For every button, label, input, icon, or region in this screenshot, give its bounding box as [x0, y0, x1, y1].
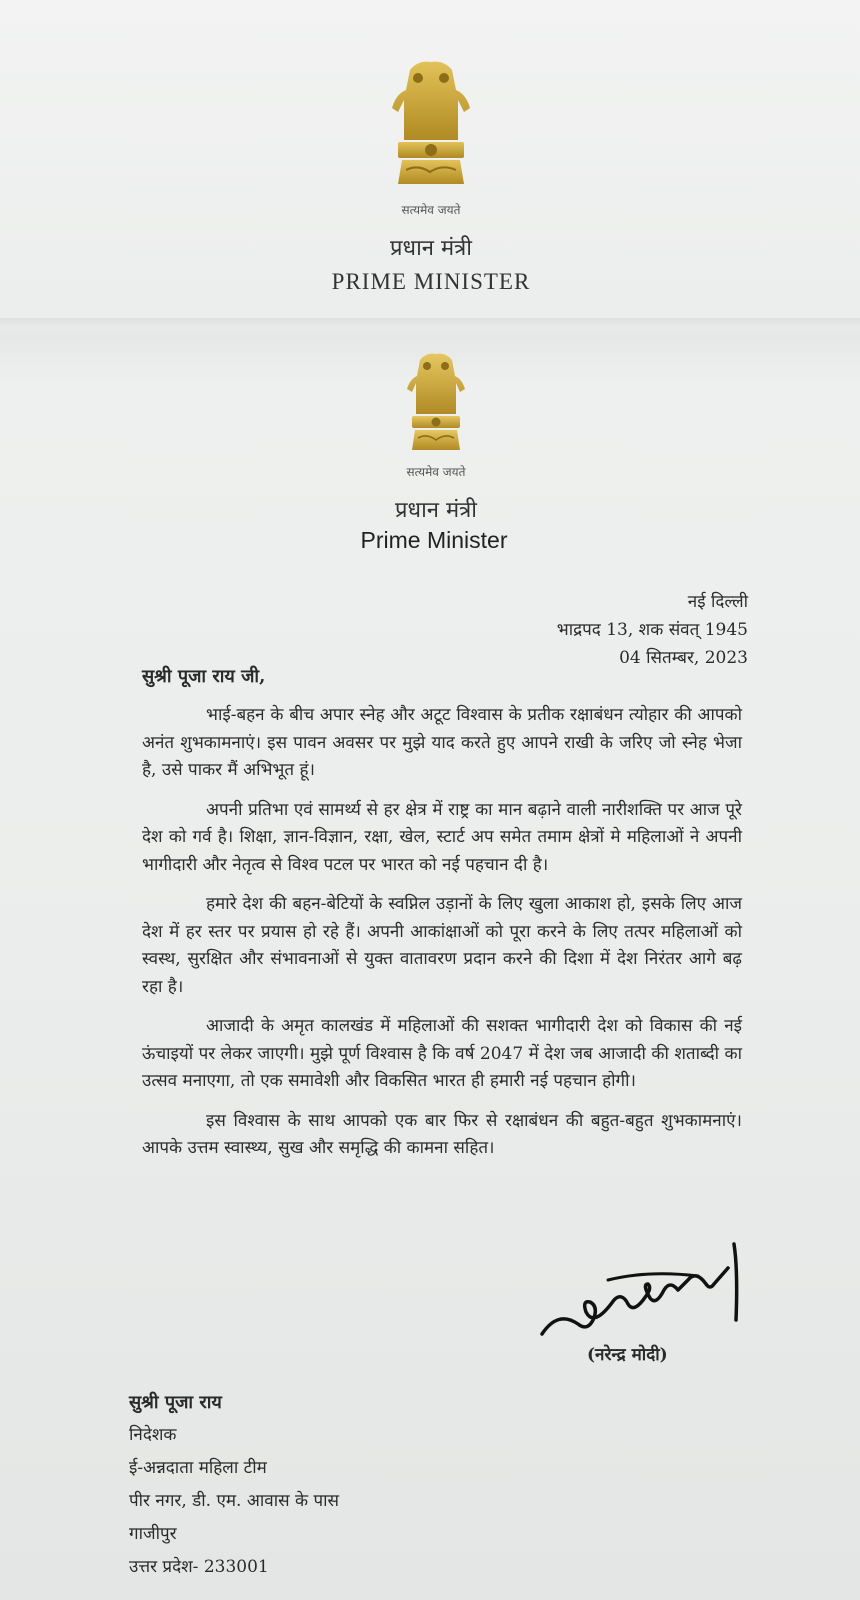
outer-motto: सत्यमेव जयते	[401, 203, 461, 217]
inner-motto: सत्यमेव जयते	[406, 465, 466, 479]
paragraph-4: आजादी के अमृत कालखंड में महिलाओं की सशक्त भागीदारी देश को विकास की नई ऊंचाइयों पर लेकर जाएगी। मुझे पूर्ण विश्वास है कि वर्ष 2047 में देश जब आजादी की शताब्दी का उत्सव मनाएगा, तो एक समावेशी और विकसित भारत ही हमारी नई पहचान होगी।	[142, 1016, 742, 1091]
handwritten-signature	[538, 1240, 758, 1344]
paper-fold	[0, 318, 860, 328]
inner-title-hindi: प्रधान मंत्री	[395, 498, 477, 523]
hindu-date: भाद्रपद 13, शक संवत् 1945	[556, 620, 748, 640]
recipient-name: सुश्री पूजा राय	[129, 1392, 222, 1413]
letter-body	[142, 702, 742, 1175]
salutation: सुश्री पूजा राय जी,	[142, 666, 266, 687]
recipient-city: गाजीपुर	[129, 1524, 177, 1544]
recipient-organization: ई-अन्नदाता महिला टीम	[129, 1458, 267, 1478]
inner-emblem-icon	[398, 352, 474, 458]
place: नई दिल्ली	[687, 592, 748, 612]
paragraph-1: भाई-बहन के बीच अपार स्नेह और अटूट विश्वास के प्रतीक रक्षाबंधन त्योहार की आपको अनंत शुभकामनाएं। इस पावन अवसर पर मुझे याद करते हुए आपने राखी के जरिए जो स्नेह भेजा है, उसे पाकर मैं अभिभूत हूं।	[142, 705, 742, 780]
recipient-street: पीर नगर, डी. एम. आवास के पास	[129, 1491, 339, 1511]
paragraph-5: इस विश्वास के साथ आपको एक बार फिर से रक्षाबंधन की बहुत-बहुत शुभकामनाएं। आपके उत्तम स्वास्थ्य, सुख और समृद्धि की कामना सहित।	[142, 1110, 742, 1158]
signatory-name: (नरेन्द्र मोदी)	[587, 1345, 668, 1365]
recipient-address	[129, 1386, 339, 1584]
recipient-state-pin: उत्तर प्रदेश- 233001	[129, 1557, 269, 1577]
outer-emblem-icon	[378, 60, 484, 196]
outer-title-hindi: प्रधान मंत्री	[390, 236, 472, 261]
recipient-designation: निदेशक	[129, 1425, 177, 1445]
inner-title-english: Prime Minister	[360, 527, 508, 553]
paragraph-3: हमारे देश की बहन-बेटियों के स्वप्निल उड़ानों के लिए खुला आकाश हो, इसके लिए आज देश में हर स्तर पर प्रयास हो रहे हैं। अपनी आकांक्षाओं को पूरा करने के लिए तत्पर महिलाओं को स्वस्थ, सुरक्षित और संभावनाओं से युक्त वातावरण प्रदान करने की दिशा में देश निरंतर आगे बढ़ रहा है।	[142, 894, 742, 997]
paragraph-2: अपनी प्रतिभा एवं सामर्थ्य से हर क्षेत्र में राष्ट्र का मान बढ़ाने वाली नारीशक्ति पर आज पूरे देश को गर्व है। शिक्षा, ज्ञान-विज्ञान, रक्षा, खेल, स्टार्ट अप समेत तमाम क्षेत्रों मे महिलाओं ने अपनी भागीदारी और नेतृत्व से विश्व पटल पर भारत को नई पहचान दी है।	[142, 799, 742, 875]
gregorian-date: 04 सितम्बर, 2023	[619, 648, 748, 668]
outer-title-english: PRIME MINISTER	[331, 269, 531, 294]
date-block	[557, 588, 748, 672]
